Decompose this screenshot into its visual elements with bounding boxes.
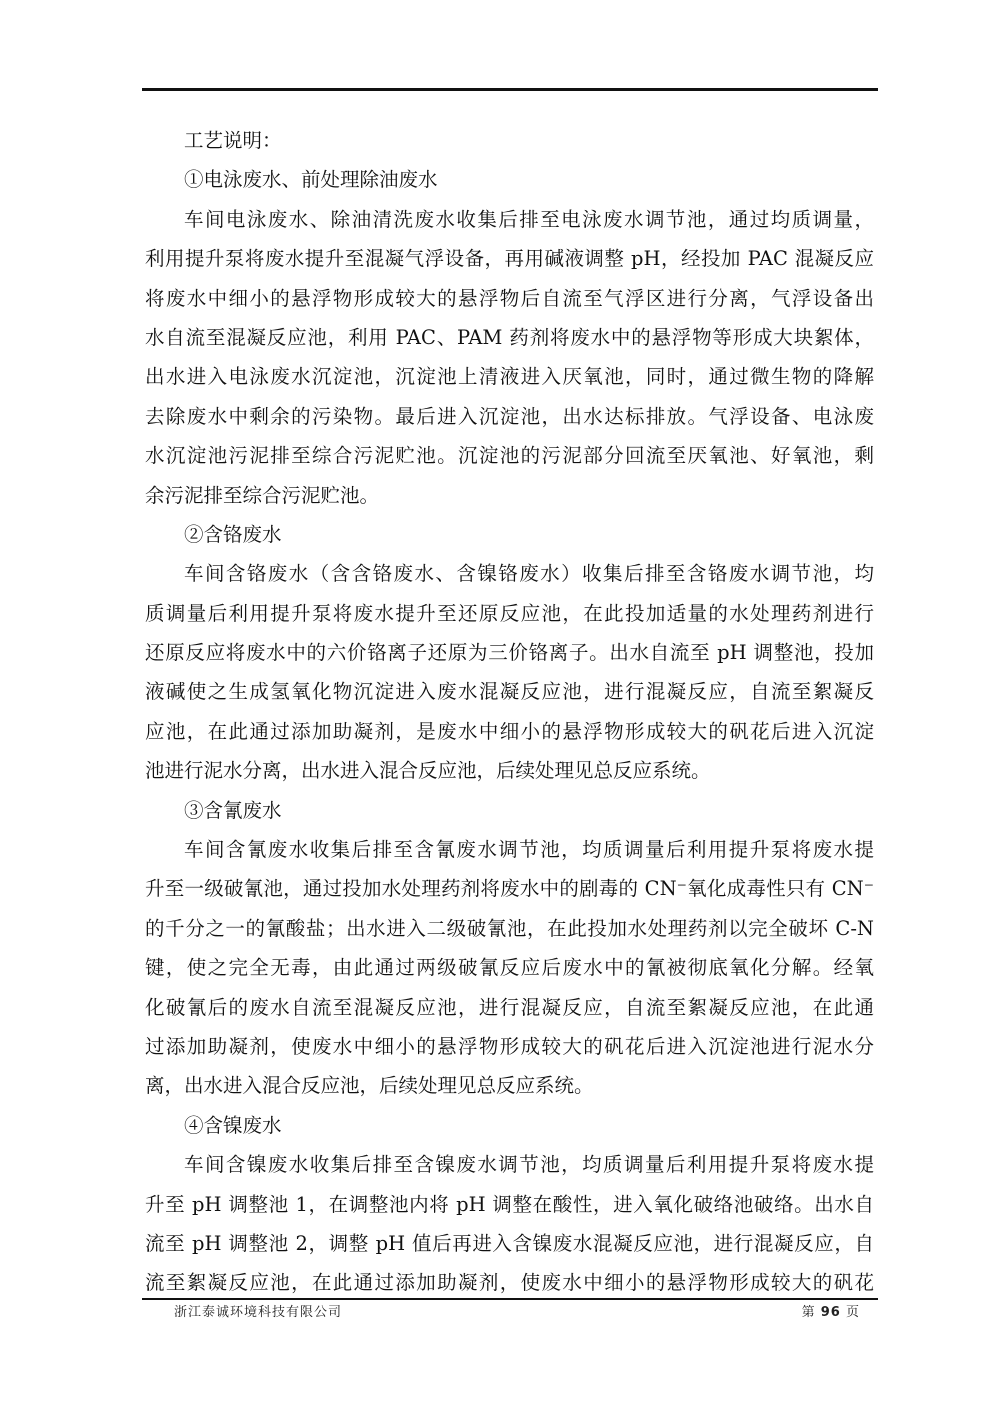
- header-rule: [142, 88, 878, 91]
- text-line: 还原反应将废水中的六价铬离子还原为三价铬离子。出水自流至 pH 调整池，投加: [145, 641, 874, 665]
- page-footer: [174, 1303, 860, 1323]
- text-line: 余污泥排至综合污泥贮池。: [145, 483, 380, 507]
- text-line: 车间含铬废水（含含铬废水、含镍铬废水）收集后排至含铬废水调节池，均: [184, 562, 874, 586]
- text-line: 去除废水中剩余的污染物。最后进入沉淀池，出水达标排放。气浮设备、电泳废: [145, 404, 874, 428]
- page-number: 96: [820, 1305, 841, 1320]
- text-line: 将废水中细小的悬浮物形成较大的悬浮物后自流至气浮区进行分离，气浮设备出: [145, 286, 874, 310]
- text-line: ④含镍废水: [184, 1113, 282, 1137]
- page-suffix: 页: [845, 1305, 860, 1320]
- page-number-label: [802, 1303, 860, 1323]
- text-line: ③含氰废水: [184, 798, 282, 822]
- text-line: 车间含氰废水收集后排至含氰废水调节池，均质调量后利用提升泵将废水提: [184, 838, 874, 862]
- text-line: 流至 pH 调整池 2，调整 pH 值后再进入含镍废水混凝反应池，进行混凝反应，自: [145, 1231, 874, 1255]
- text-line: 质调量后利用提升泵将废水提升至还原反应池，在此投加适量的水处理药剂进行: [145, 601, 874, 625]
- text-line: ①电泳废水、前处理除油废水: [184, 168, 438, 192]
- text-line: 流至絮凝反应池，在此通过添加助凝剂，使废水中细小的悬浮物形成较大的矾花: [145, 1271, 874, 1295]
- text-line: ②含铬废水: [184, 522, 282, 546]
- text-line: 化破氰后的废水自流至混凝反应池，进行混凝反应，自流至絮凝反应池，在此通: [145, 995, 874, 1019]
- text-line: 车间电泳废水、除油清洗废水收集后排至电泳废水调节池，通过均质调量，: [184, 207, 874, 231]
- text-line: 应池，在此通过添加助凝剂，是废水中细小的悬浮物形成较大的矾花后进入沉淀: [145, 719, 874, 743]
- text-line: 升至一级破氰池，通过投加水处理药剂将废水中的剧毒的 CN⁻氧化成毒性只有 CN⁻: [145, 877, 874, 901]
- text-line: 水自流至混凝反应池，利用 PAC、PAM 药剂将废水中的悬浮物等形成大块絮体，: [145, 325, 874, 349]
- text-line: 工艺说明：: [184, 129, 282, 152]
- text-line: 过添加助凝剂，使废水中细小的悬浮物形成较大的矾花后进入沉淀池进行泥水分: [145, 1034, 874, 1058]
- page-prefix: 第: [801, 1305, 816, 1320]
- text-line: 的千分之一的氰酸盐；出水进入二级破氰池，在此投加水处理药剂以完全破坏 C-N: [145, 916, 874, 940]
- footer-rule: [142, 1298, 878, 1300]
- text-line: 出水进入电泳废水沉淀池，沉淀池上清液进入厌氧池，同时，通过微生物的降解: [145, 365, 874, 389]
- text-line: 离，出水进入混合反应池，后续处理见总反应系统。: [145, 1074, 594, 1098]
- company-name: 浙江泰诚环境科技有限公司: [174, 1305, 343, 1320]
- text-line: 键，使之完全无毒，由此通过两级破氰反应后废水中的氰被彻底氧化分解。经氧: [145, 956, 874, 980]
- text-line: 利用提升泵将废水提升至混凝气浮设备，再用碱液调整 pH，经投加 PAC 混凝反应: [145, 247, 874, 271]
- text-line: 车间含镍废水收集后排至含镍废水调节池，均质调量后利用提升泵将废水提: [184, 1153, 874, 1177]
- document-body: [145, 121, 874, 1303]
- text-line: 液碱使之生成氢氧化物沉淀进入废水混凝反应池，进行混凝反应，自流至絮凝反: [145, 680, 874, 704]
- text-line: 水沉淀池污泥排至综合污泥贮池。沉淀池的污泥部分回流至厌氧池、好氧池，剩: [145, 444, 874, 468]
- text-line: 升至 pH 调整池 1，在调整池内将 pH 调整在酸性，进入氧化破络池破络。出水自: [145, 1192, 874, 1216]
- text-line: 池进行泥水分离，出水进入混合反应池，后续处理见总反应系统。: [145, 759, 711, 783]
